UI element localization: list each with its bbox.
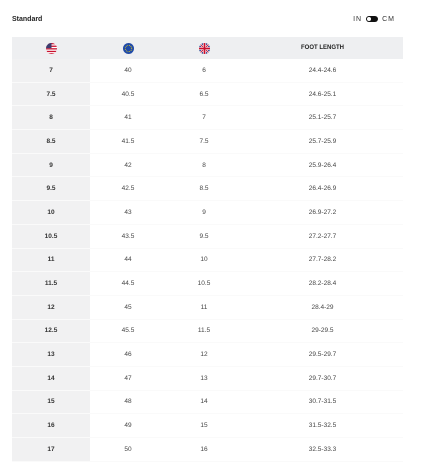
eu-size-cell: 49 (124, 422, 132, 430)
uk-size-cell: 10.5 (197, 280, 211, 288)
foot-length-cell: 30.7-31.5 (308, 398, 337, 406)
eu-size-cell: 48 (124, 398, 132, 406)
table-row (12, 201, 403, 225)
us-flag-icon (46, 43, 57, 54)
eu-size-cell: 42 (124, 161, 132, 169)
foot-length-cell: 32.5-33.3 (308, 445, 337, 453)
uk-size-cell: 6.5 (199, 90, 209, 98)
us-size-cell: 10 (12, 201, 90, 225)
eu-size-cell: 43 (124, 208, 132, 216)
uk-size-cell: 12 (200, 351, 208, 359)
uk-size-cell: 14 (200, 398, 208, 406)
uk-size-cell: 11.5 (197, 327, 211, 335)
unit-in-label: IN (353, 15, 363, 23)
eu-size-cell: 41 (124, 114, 132, 122)
table-row (12, 366, 403, 390)
eu-size-cell: 40.5 (121, 90, 135, 98)
us-size-cell: 7 (12, 59, 90, 82)
uk-size-cell: 15 (200, 422, 208, 430)
foot-length-cell: 24.4-24.6 (308, 66, 337, 74)
us-size-cell: 9 (12, 153, 90, 177)
us-size-cell: 7.5 (12, 82, 90, 106)
us-size-cell: 14 (12, 366, 90, 390)
table-row (12, 343, 403, 367)
table-row (12, 59, 403, 82)
us-size-column-header (12, 37, 90, 59)
us-size-cell: 9.5 (12, 177, 90, 201)
eu-size-cell: 41.5 (121, 137, 135, 145)
eu-size-column-header (90, 37, 166, 59)
uk-size-cell: 11 (200, 303, 208, 311)
us-size-cell: 12 (12, 295, 90, 319)
us-size-cell: 15 (12, 390, 90, 414)
eu-flag-icon (123, 43, 134, 54)
us-size-cell: 11 (12, 248, 90, 272)
unit-cm-label: CM (382, 15, 395, 23)
table-row (12, 130, 403, 154)
foot-length-cell: 25.7-25.9 (308, 137, 337, 145)
table-row (12, 82, 403, 106)
foot-length-cell: 26.9-27.2 (308, 208, 337, 216)
eu-size-cell: 50 (124, 445, 132, 453)
table-row (12, 106, 403, 130)
eu-size-cell: 45.5 (121, 327, 135, 335)
table-row (12, 319, 403, 343)
eu-size-cell: 40 (124, 66, 132, 74)
us-size-cell: 16 (12, 414, 90, 438)
us-size-cell: 13 (12, 343, 90, 367)
us-size-cell: 10.5 (12, 224, 90, 248)
uk-size-cell: 6 (202, 66, 206, 74)
foot-length-cell: 28.2-28.4 (308, 280, 337, 288)
foot-length-cell: 25.9-26.4 (308, 161, 337, 169)
us-size-cell: 12.5 (12, 319, 90, 343)
eu-size-cell: 42.5 (121, 185, 135, 193)
size-standard-title: Standard (12, 15, 43, 23)
eu-size-cell: 44 (124, 256, 132, 264)
uk-flag-icon (199, 43, 210, 54)
table-row (12, 224, 403, 248)
size-table (12, 37, 403, 462)
us-size-cell: 17 (12, 438, 90, 462)
us-size-cell: 11.5 (12, 272, 90, 296)
us-size-cell: 8 (12, 106, 90, 130)
foot-length-cell: 26.4-26.9 (308, 185, 337, 193)
uk-size-cell: 7 (202, 114, 206, 122)
eu-size-cell: 47 (124, 374, 132, 382)
table-row (12, 272, 403, 296)
foot-length-cell: 27.7-28.2 (308, 256, 337, 264)
uk-size-cell: 8 (202, 161, 206, 169)
uk-size-column-header (166, 37, 242, 59)
table-header-row (12, 37, 403, 59)
foot-length-cell: 31.5-32.5 (308, 422, 337, 430)
table-row (12, 390, 403, 414)
foot-length-cell: 28.4-29 (311, 303, 334, 311)
us-size-cell: 8.5 (12, 130, 90, 154)
table-row (12, 414, 403, 438)
eu-size-cell: 43.5 (121, 232, 135, 240)
uk-size-cell: 10 (200, 256, 208, 264)
table-row (12, 438, 403, 462)
table-row (12, 295, 403, 319)
table-row (12, 248, 403, 272)
unit-toggle[interactable] (366, 16, 378, 22)
foot-length-cell: 29.5-29.7 (308, 351, 337, 359)
foot-length-cell: 29.7-30.7 (308, 374, 337, 382)
eu-size-cell: 46 (124, 351, 132, 359)
foot-length-cell: 25.1-25.7 (308, 114, 337, 122)
eu-size-cell: 45 (124, 303, 132, 311)
foot-length-cell: 27.2-27.7 (308, 232, 337, 240)
uk-size-cell: 8.5 (199, 185, 209, 193)
table-row (12, 153, 403, 177)
uk-size-cell: 9 (202, 208, 206, 216)
foot-length-cell: 24.6-25.1 (308, 90, 337, 98)
table-row (12, 177, 403, 201)
toggle-knob (367, 17, 371, 21)
eu-size-cell: 44.5 (121, 280, 135, 288)
foot-length-column-header: FOOT LENGTH (242, 37, 403, 59)
uk-size-cell: 16 (200, 445, 208, 453)
foot-length-cell: 29-29.5 (311, 327, 334, 335)
size-chart-header (12, 12, 395, 26)
uk-size-cell: 13 (200, 374, 208, 382)
uk-size-cell: 7.5 (199, 137, 209, 145)
uk-size-cell: 9.5 (199, 232, 209, 240)
unit-switch[interactable] (353, 16, 395, 23)
